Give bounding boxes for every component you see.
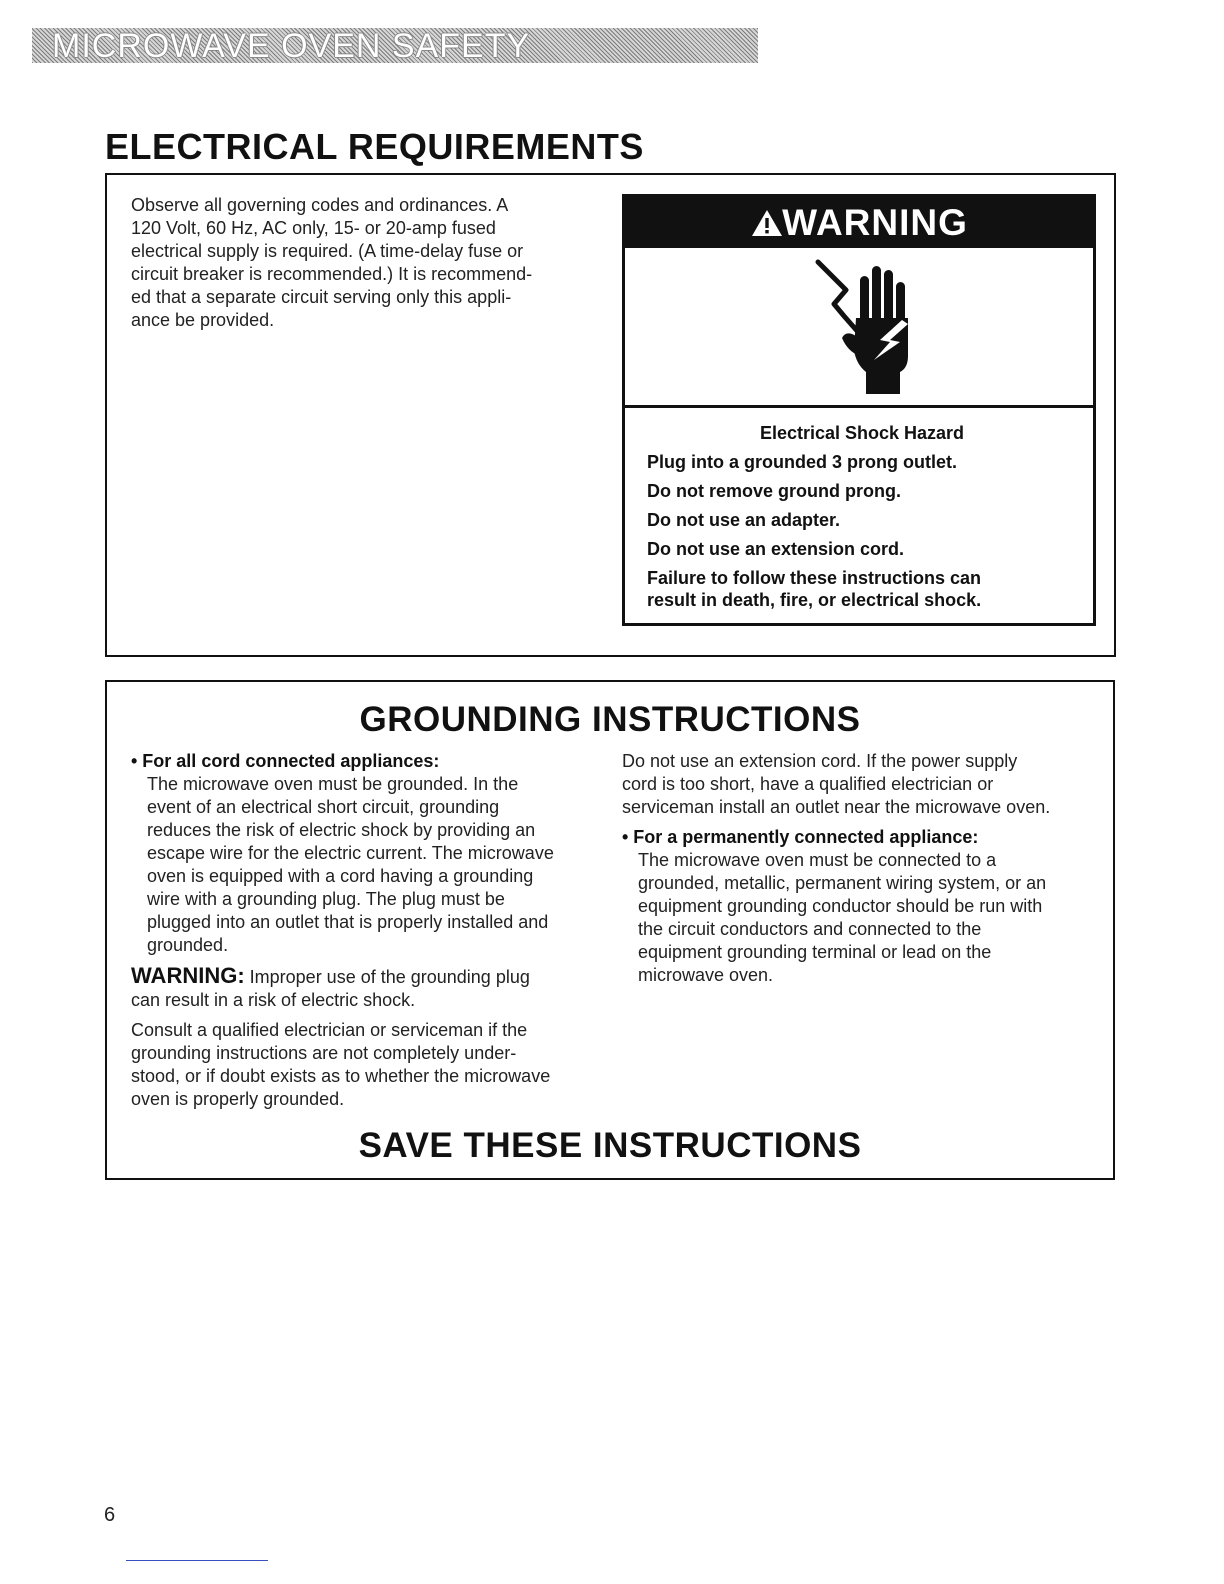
body-line: serviceman install an outlet near the microwave oven. bbox=[622, 797, 1051, 817]
warning-label: WARNING: bbox=[131, 963, 245, 988]
body-line: grounded. bbox=[147, 935, 229, 955]
body-line: grounding instructions are not completely under- bbox=[131, 1043, 517, 1063]
warning-consequence: result in death, fire, or electrical shock. bbox=[647, 590, 982, 610]
body-line: Consult a qualified electrician or serviceman if the bbox=[131, 1020, 528, 1040]
warning-paragraph bbox=[131, 964, 611, 989]
body-line: Observe all governing codes and ordinances. A bbox=[131, 195, 509, 215]
grounding-left-column bbox=[131, 750, 611, 1111]
hazard-title: Electrical Shock Hazard bbox=[759, 423, 965, 443]
body-line: escape wire for the electric current. The microwave bbox=[147, 843, 554, 863]
warning-text-inline: Improper use of the grounding plug bbox=[244, 967, 530, 987]
warning-line: Do not use an adapter. bbox=[647, 510, 841, 530]
body-line: oven is equipped with a cord having a grounding bbox=[147, 866, 534, 886]
body-line: Do not use an extension cord. If the power supply bbox=[622, 751, 1018, 771]
page-number: 6 bbox=[104, 1504, 116, 1526]
body-line: event of an electrical short circuit, grounding bbox=[147, 797, 500, 817]
warning-line: Do not remove ground prong. bbox=[647, 481, 901, 501]
warning-line: Do not use an extension cord. bbox=[647, 539, 905, 559]
warning-icon-area bbox=[625, 248, 1093, 408]
warning-consequence: Failure to follow these instructions can bbox=[647, 568, 982, 588]
warning-triangle-icon bbox=[750, 208, 784, 238]
warning-title: WARNING bbox=[782, 202, 968, 243]
grounding-box bbox=[105, 680, 1115, 1180]
electrical-shock-hand-icon bbox=[810, 256, 920, 396]
warning-line: Plug into a grounded 3 prong outlet. bbox=[647, 452, 957, 472]
body-line: can result in a risk of electric shock. bbox=[131, 990, 416, 1010]
body-line: The microwave oven must be grounded. In the bbox=[147, 774, 519, 794]
bullet-title: • For all cord connected appliances: bbox=[131, 751, 440, 771]
body-line: the circuit conductors and connected to the bbox=[638, 919, 982, 939]
electrical-box bbox=[105, 173, 1116, 657]
grounding-right-column bbox=[622, 750, 1102, 987]
electrical-heading: ELECTRICAL REQUIREMENTS bbox=[105, 126, 644, 167]
body-line: 120 Volt, 60 Hz, AC only, 15- or 20-amp fused bbox=[131, 218, 496, 238]
body-line: wire with a grounding plug. The plug must be bbox=[147, 889, 505, 909]
save-instructions-heading: SAVE THESE INSTRUCTIONS bbox=[358, 1126, 862, 1165]
body-line: ed that a separate circuit serving only this appli- bbox=[131, 287, 512, 307]
bullet-title: • For a permanently connected appliance: bbox=[622, 827, 979, 847]
warning-text bbox=[647, 422, 1077, 611]
body-line: equipment grounding conductor should be run with bbox=[638, 896, 1043, 916]
electrical-body bbox=[131, 194, 601, 332]
banner-title: MICROWAVE OVEN SAFETY bbox=[52, 27, 531, 65]
body-line: reduces the risk of electric shock by providing an bbox=[147, 820, 536, 840]
body-line: ance be provided. bbox=[131, 310, 275, 330]
body-line: plugged into an outlet that is properly installed and bbox=[147, 912, 549, 932]
body-line: stood, or if doubt exists as to whether the microwave bbox=[131, 1066, 551, 1086]
body-line: oven is properly grounded. bbox=[131, 1089, 345, 1109]
body-line: The microwave oven must be connected to a bbox=[638, 850, 997, 870]
section-banner bbox=[32, 28, 758, 63]
body-line: electrical supply is required. (A time-delay fuse or bbox=[131, 241, 524, 261]
body-line: grounded, metallic, permanent wiring system, or an bbox=[638, 873, 1047, 893]
body-line: equipment grounding terminal or lead on the bbox=[638, 942, 992, 962]
body-line: microwave oven. bbox=[638, 965, 774, 985]
grounding-heading: GROUNDING INSTRUCTIONS bbox=[359, 700, 861, 739]
warning-header bbox=[625, 197, 1093, 248]
footer-rule bbox=[126, 1560, 268, 1561]
body-line: circuit breaker is recommended.) It is recommend- bbox=[131, 264, 533, 284]
body-line: cord is too short, have a qualified electrician or bbox=[622, 774, 994, 794]
warning-panel bbox=[622, 194, 1096, 626]
